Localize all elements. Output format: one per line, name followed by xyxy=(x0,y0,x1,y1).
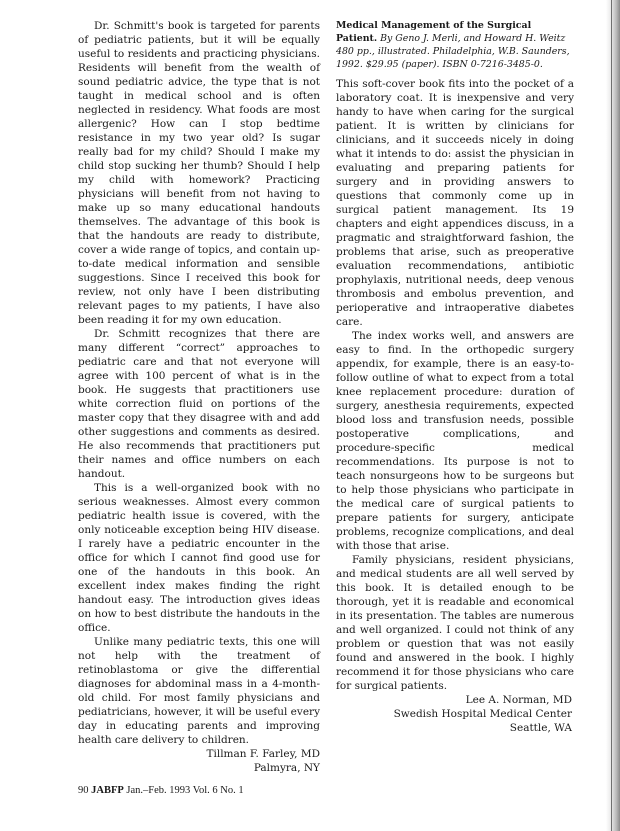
reviewer-signature xyxy=(78,747,320,775)
left-column xyxy=(78,19,320,775)
review-paragraph: The index works well, and answers are easy to find. In the orthopedic surgery appendix, for example, there is an easy-to-follow outline of what to expect from a total knee replacement procedure: duration of surgery, anesthesia requirements, expected blood loss and transfusion needs, possible postoperative complications, and procedure-specific medical recommendations. Its purpose is not to teach nonsurgeons how to be surgeons but to help those physicians who participate in the medical care of surgical patients to prepare patients for surgery, anticipate problems, recognize complications, and deal with those that arise. xyxy=(336,330,574,552)
page-edge-shadow xyxy=(606,0,620,831)
review-paragraph: Dr. Schmitt's book is targeted for parents of pediatric patients, but it will be equally useful to residents and practicing physicians. Residents will benefit from the wealth of sound pediatric advice, the type that is not taught in medical school and is often neglected in residency. What foods are most allergenic? How can I stop bedtime resistance in my two year old? Is sugar really bad for my child? Should I make my child stop sucking her thumb? Should I help my child with homework? Practicing physicians will benefit from not having to make up so many educational handouts themselves. The advantage of this book is that the handouts are ready to distribute, cover a wide range of topics, and contain up-to-date medical information and sensible suggestions. Since I received this book for review, not only have I been distributing relevant pages to my patients, I have also been reading it for my own education. xyxy=(78,20,320,326)
reviewer-location: Seattle, WA xyxy=(509,722,572,734)
reviewer-name: Lee A. Norman, MD xyxy=(465,694,572,706)
review-paragraph: Dr. Schmitt recognizes that there are many different “correct” approaches to pediatric care and that not everyone will agree with 100 percent of what is in the book. He suggests that practitioners use white correction fluid on portions of the master copy that they disagree with and add other suggestions and comments as desired. He also recommends that practitioners put their names and office numbers on each handout. xyxy=(78,328,320,480)
page-number: 90 xyxy=(78,785,89,796)
review-paragraph: Family physicians, resident physicians, and medical students are all well served by this book. It is detailed enough to be thorough, yet it is readable and economical in its presentation. The tables are numerous and well organized. I could not think of any problem or question that was not easily found and answered in the book. I highly recommend it for those physicians who care for surgical patients. xyxy=(336,554,574,692)
issue-info: Jan.–Feb. 1993 Vol. 6 No. 1 xyxy=(126,785,244,796)
reviewer-location: Palmyra, NY xyxy=(253,762,320,774)
book-title: Medical Management of the Surgical Patient. xyxy=(336,20,532,44)
book-citation xyxy=(336,19,574,71)
review-paragraph: This soft-cover book fits into the pocket of a laboratory coat. It is inexpensive and very handy to have when caring for the surgical patient. It is written by clinicians for clinicians, and it succeeds nicely in doing what it intends to do: assist the physician in evaluating and preparing patients for surgery and in providing answers to questions that commonly come up in surgical patient management. Its 19 chapters and eight appendices discuss, in a pragmatic and straightforward fashion, the problems that arise, such as preoperative evaluation recommendations, antibiotic prophylaxis, nutritional needs, deep venous thrombosis and embolus prevention, and perioperative and intraoperative diabetes care. xyxy=(336,78,574,328)
journal-name: JABFP xyxy=(91,785,124,796)
reviewer-affiliation: Swedish Hospital Medical Center xyxy=(393,708,572,720)
right-column xyxy=(336,19,574,735)
page-edge-line xyxy=(611,0,612,831)
reviewer-signature xyxy=(336,693,574,735)
page-footer xyxy=(78,785,244,796)
review-paragraph: Unlike many pediatric texts, this one will not help with the treatment of retinoblastoma or give the differential diagnoses for abdominal mass in a 4-month-old child. For most family physicians and pediatricians, however, it will be useful every day in educating parents and improving health care delivery to children. xyxy=(78,636,320,746)
review-paragraph: This is a well-organized book with no serious weaknesses. Almost every common pediatric health issue is covered, with the only noticeable exception being HIV disease. I rarely have a pediatric encounter in the office for which I cannot find good use for one of the handouts in this book. An excellent index makes finding the right handout easy. The introduction gives ideas on how to best distribute the handouts in the office. xyxy=(78,482,320,634)
book-details: By Geno J. Merli, and Howard H. Weitz 480 pp., illustrated. Philadelphia, W.B. Saunders, 1992. $29.95 (paper). ISBN 0-7216-3485-0. xyxy=(336,33,570,70)
reviewer-name: Tillman F. Farley, MD xyxy=(206,748,320,760)
